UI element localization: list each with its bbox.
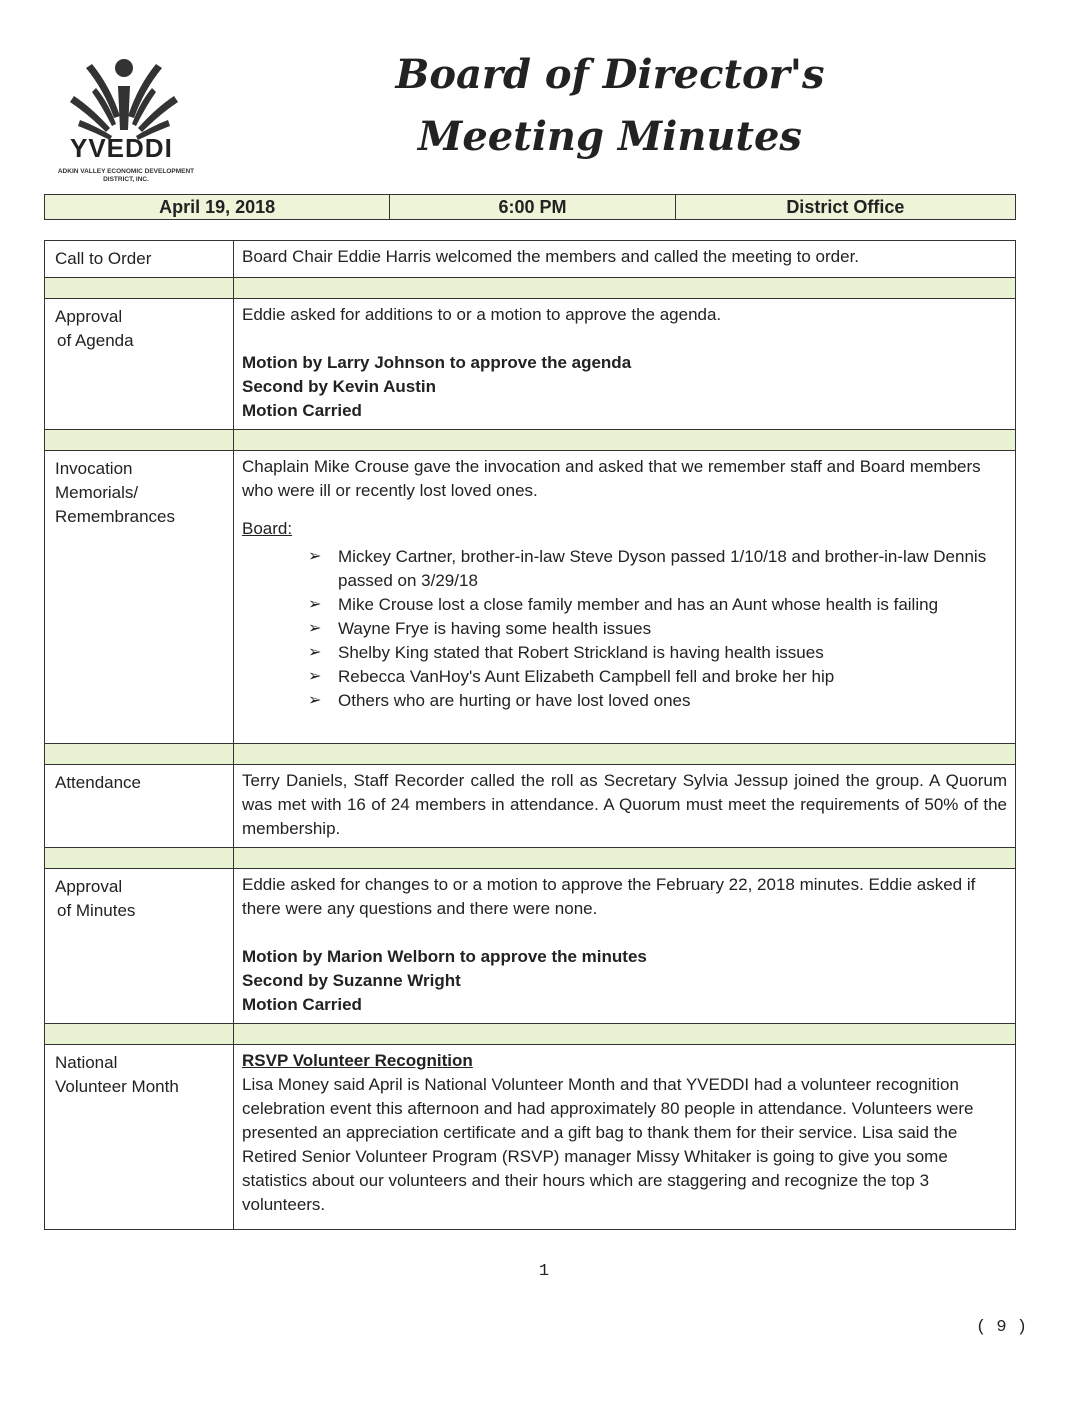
agenda-carried: Motion Carried bbox=[242, 401, 362, 420]
list-item: ➢ Rebecca VanHoy's Aunt Elizabeth Campbell fell and broke her hip bbox=[308, 665, 1007, 689]
meeting-time: 6:00 PM bbox=[390, 195, 675, 219]
minutes-content bbox=[234, 869, 1016, 1024]
attendance-label: Attendance bbox=[45, 765, 234, 848]
volunteer-label-line-2: Volunteer Month bbox=[55, 1077, 179, 1096]
spacer-row bbox=[45, 278, 1016, 299]
volunteer-content bbox=[234, 1045, 1016, 1230]
agenda-content bbox=[234, 299, 1016, 430]
invocation-content bbox=[234, 451, 1016, 744]
list-item: ➢ Mickey Cartner, brother-in-law Steve Dyson passed 1/10/18 and brother-in-law Dennis passed on 3/29/18 bbox=[308, 545, 1007, 593]
minutes-text: Eddie asked for changes to or a motion to approve the February 22, 2018 minutes. Eddie asked if there were any questions and there were none. bbox=[242, 875, 976, 918]
volunteer-text: Lisa Money said April is National Volunteer Month and that YVEDDI had a volunteer recognition celebration event this afternoon and had approximately 80 people in attendance. Volunteers were presented an appreciation certificate and a gift bag to thank them for their service. Lisa said the Retired Senior Volunteer Program (RSVP) manager Missy Whitaker is going to give you some statistics about our volunteers and their hours which are staggering and recognize the top 3 volunteers. bbox=[242, 1075, 974, 1214]
agenda-label-line-2: of Agenda bbox=[57, 331, 134, 350]
table-row bbox=[45, 765, 1016, 848]
agenda-label-line-1: Approval bbox=[55, 307, 123, 326]
invocation-label-line-1: Invocation bbox=[55, 459, 133, 478]
meeting-location: District Office bbox=[786, 196, 905, 217]
remembrance-list bbox=[242, 545, 1007, 713]
page-title bbox=[330, 44, 890, 168]
list-item: ➢ Others who are hurting or have lost loved ones bbox=[308, 689, 1007, 713]
list-item: ➢ Wayne Frye is having some health issues bbox=[308, 617, 1007, 641]
attendance-text: Terry Daniels, Staff Recorder called the roll as Secretary Sylvia Jessup joined the group. A Quorum was met with 16 of 24 members in attendance. A Quorum must meet the requirements of 50% of the membership. bbox=[234, 765, 1016, 848]
volunteer-label bbox=[45, 1045, 234, 1230]
table-row bbox=[45, 1045, 1016, 1230]
title-line-2: Meeting Minutes bbox=[418, 113, 802, 160]
board-heading: Board: bbox=[242, 519, 293, 538]
spacer-row bbox=[45, 744, 1016, 765]
agenda-text: Eddie asked for additions to or a motion to approve the agenda. bbox=[242, 305, 722, 324]
invocation-label-line-2: Memorials/ bbox=[55, 483, 139, 502]
spacer-row bbox=[45, 430, 1016, 451]
title-line-1: Board of Director's bbox=[395, 51, 825, 98]
invocation-text: Chaplain Mike Crouse gave the invocation and asked that we remember staff and Board members who were ill or recently lost loved ones. bbox=[242, 457, 981, 500]
agenda-second: Second by Kevin Austin bbox=[242, 377, 436, 396]
table-row bbox=[45, 869, 1016, 1024]
minutes-carried: Motion Carried bbox=[242, 995, 362, 1014]
volunteer-label-line-1: National bbox=[55, 1053, 118, 1072]
logo-subtitle: ADKIN VALLEY ECONOMIC DEVELOPMENT DISTRICT, INC. bbox=[57, 168, 195, 183]
minutes-motion: Motion by Marion Welborn to approve the minutes bbox=[242, 947, 647, 966]
list-item: ➢ Mike Crouse lost a close family member and has an Aunt whose health is failing bbox=[308, 593, 1007, 617]
meeting-date: April 19, 2018 bbox=[45, 195, 390, 219]
table-row bbox=[45, 299, 1016, 430]
spacer-row bbox=[45, 848, 1016, 869]
agenda-label bbox=[45, 299, 234, 430]
meeting-info-bar bbox=[44, 194, 1016, 220]
spacer-row bbox=[45, 1024, 1016, 1045]
page-reference: ( 9 ) bbox=[976, 1318, 1028, 1337]
table-row bbox=[45, 451, 1016, 744]
page-number: 1 bbox=[538, 1262, 550, 1281]
minutes-table bbox=[44, 240, 1016, 1230]
minutes-second: Second by Suzanne Wright bbox=[242, 971, 461, 990]
agenda-motion: Motion by Larry Johnson to approve the agenda bbox=[242, 353, 632, 372]
minutes-label bbox=[45, 869, 234, 1024]
list-item: ➢ Shelby King stated that Robert Strickland is having health issues bbox=[308, 641, 1007, 665]
yveddi-logo-icon bbox=[52, 56, 202, 186]
volunteer-heading: RSVP Volunteer Recognition bbox=[242, 1051, 473, 1070]
logo-name: YVEDDI bbox=[70, 133, 173, 163]
invocation-label bbox=[45, 451, 234, 744]
invocation-label-line-3: Remembrances bbox=[55, 507, 175, 526]
call-to-order-label: Call to Order bbox=[45, 241, 234, 278]
minutes-label-line-1: Approval bbox=[55, 877, 123, 896]
minutes-label-line-2: of Minutes bbox=[57, 901, 136, 920]
table-row bbox=[45, 241, 1016, 278]
call-to-order-text: Board Chair Eddie Harris welcomed the members and called the meeting to order. bbox=[234, 241, 1016, 278]
